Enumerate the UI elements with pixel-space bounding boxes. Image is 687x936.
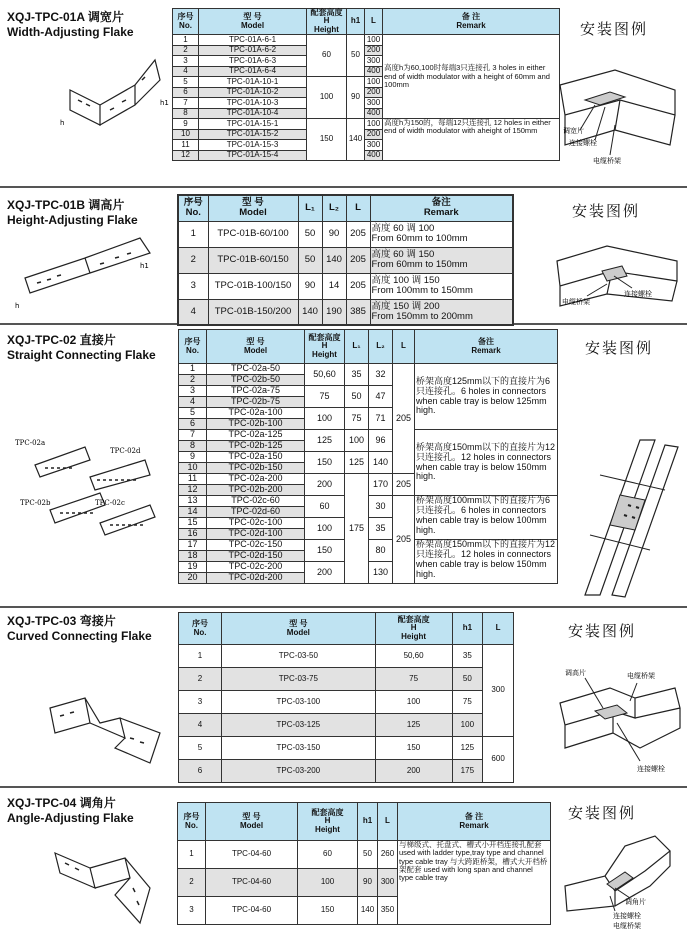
table-cell: 205: [346, 221, 370, 247]
table-row: [179, 540, 558, 551]
table-header-cell: 序号 No.: [179, 613, 222, 645]
svg-text:h1: h1: [140, 262, 149, 270]
table-cell: 385: [346, 299, 370, 325]
table-cell: 1: [179, 364, 207, 375]
spec-table: [178, 329, 558, 584]
table-cell: 600: [483, 737, 514, 783]
table-cell: 14: [322, 273, 346, 299]
table-cell: 100: [365, 35, 383, 46]
table-cell: 3: [173, 56, 199, 67]
section-title: [7, 333, 156, 363]
table-cell: TPC-04-60: [206, 897, 298, 925]
table-cell: TPC-03-200: [222, 760, 376, 783]
table-cell: 50: [345, 386, 369, 408]
install-heading: 安装图例: [568, 804, 637, 822]
table-cell: 100: [298, 869, 358, 897]
svg-text:调角片: 调角片: [625, 898, 646, 906]
product-name-zh: 直接片: [79, 333, 116, 347]
svg-text:调宽片: 调宽片: [563, 127, 584, 135]
table-cell: 150: [375, 737, 452, 760]
table-header-cell: L: [365, 9, 383, 35]
table-cell: 75: [305, 386, 345, 408]
install-drawing: [570, 435, 682, 600]
install-drawing: [555, 653, 683, 783]
section-title: [7, 10, 134, 40]
table-header-cell: 型 号 Model: [222, 613, 376, 645]
table-cell: 50: [298, 221, 322, 247]
table-cell: 90: [358, 869, 378, 897]
table-cell: TPC-02a-150: [207, 452, 305, 463]
svg-text:TPC-02a: TPC-02a: [15, 439, 46, 447]
table-cell: 3: [178, 273, 208, 299]
table-row: [173, 35, 560, 46]
table-cell: 140: [358, 897, 378, 925]
table-cell: 150: [298, 897, 358, 925]
table-cell: 150: [305, 452, 345, 474]
table-cell: 140: [369, 452, 393, 474]
table-cell: 100: [452, 714, 483, 737]
table-header-cell: 序号 No.: [178, 195, 208, 221]
table-cell: 125: [345, 452, 369, 474]
table-cell: 400: [365, 108, 383, 119]
table-row: [179, 760, 514, 783]
spec-table: [172, 8, 560, 161]
table-cell: 140: [322, 247, 346, 273]
section-title: [7, 796, 134, 826]
table-cell: 90: [298, 273, 322, 299]
table-header-cell: h1: [452, 613, 483, 645]
table-header-cell: 备注 Remark: [370, 195, 513, 221]
table-cell: 140: [298, 299, 322, 325]
table-row: [173, 9, 560, 35]
table-cell: 100: [345, 430, 369, 452]
table-cell: 35: [345, 364, 369, 386]
table-header-cell: h1: [347, 9, 365, 35]
table-cell: 90: [347, 77, 365, 119]
section-curved-connecting: [0, 608, 687, 788]
table-cell: TPC-02c-150: [207, 540, 305, 551]
table-cell: TPC-04-60: [206, 841, 298, 869]
table-cell: 71: [369, 408, 393, 430]
table-cell: TPC-02a-75: [207, 386, 305, 397]
install-drawing: [555, 826, 683, 934]
table-cell: TPC-01A-15-1: [199, 119, 307, 130]
table-cell: TPC-01B-150/200: [208, 299, 298, 325]
spec-table: [177, 194, 514, 326]
table-cell: 75: [452, 691, 483, 714]
table-cell: 35: [369, 518, 393, 540]
table-cell: 125: [305, 430, 345, 452]
table-cell: 175: [452, 760, 483, 783]
table-cell: 与梯级式、托盘式、槽式小开档连接孔配套 used with ladder type,tray type and channel type cable tray 与大跨距桥架，槽式大开档桥架配套 used with long span and channel type cable tray: [398, 841, 551, 925]
table-cell: TPC-02b-200: [207, 485, 305, 496]
table-cell: TPC-02a-125: [207, 430, 305, 441]
svg-text:h: h: [60, 119, 65, 127]
table-cell: 50: [358, 841, 378, 869]
table-cell: 8: [173, 108, 199, 119]
table-header-cell: 备 注 Remark: [383, 9, 560, 35]
table-cell: 17: [179, 540, 207, 551]
table-cell: 205: [393, 364, 415, 474]
table-cell: 35: [452, 645, 483, 668]
flake-drawing: [15, 228, 155, 313]
product-code: XQJ-TPC-04: [7, 796, 77, 810]
table-cell: TPC-03-100: [222, 691, 376, 714]
table-cell: 2: [179, 375, 207, 386]
table-cell: 桥架高度150mm以下的直接片为12只连接孔。12 holes in connectors when cable tray is below 150mm high.: [415, 540, 558, 584]
table-cell: 100: [305, 408, 345, 430]
install-heading: 安装图例: [568, 622, 637, 640]
table-cell: 7: [173, 98, 199, 109]
table-cell: 100: [307, 77, 347, 119]
table-cell: 桥架高度100mm以下的直接片为6只连接孔。6 holes in connectors when cable tray is below 100mm high.: [415, 496, 558, 540]
table-cell: 200: [305, 562, 345, 584]
table-cell: 6: [173, 87, 199, 98]
table-cell: 12: [173, 150, 199, 161]
table-cell: TPC-02c-200: [207, 562, 305, 573]
product-name-zh: 弯接片: [79, 614, 116, 628]
table-header-cell: L₂: [369, 330, 393, 364]
svg-text:连接螺栓: 连接螺栓: [613, 912, 641, 920]
table-cell: TPC-03-50: [222, 645, 376, 668]
table-cell: TPC-01A-6-2: [199, 45, 307, 56]
table-cell: 350: [378, 897, 398, 925]
table-header-cell: 序号 No.: [179, 330, 207, 364]
table-cell: 11: [173, 140, 199, 151]
table-header-cell: L: [483, 613, 514, 645]
table-cell: 100: [365, 77, 383, 88]
svg-text:TPC-02c: TPC-02c: [95, 499, 125, 507]
table-cell: TPC-02b-150: [207, 463, 305, 474]
table-row: [179, 364, 558, 375]
product-name-zh: 调高片: [88, 198, 125, 212]
svg-text:连接螺栓: 连接螺栓: [624, 290, 652, 298]
flake-drawing: [45, 833, 165, 933]
table-header-cell: 序号 No.: [178, 803, 206, 841]
table-header-cell: L₂: [322, 195, 346, 221]
table-cell: TPC-04-60: [206, 869, 298, 897]
table-cell: 6: [179, 419, 207, 430]
table-cell: 高度h为60,100时每端3只连接孔 3 holes in either end of width modulator with a height of 60mm and 100mm: [383, 35, 560, 119]
table-cell: 18: [179, 551, 207, 562]
table-cell: 5: [179, 737, 222, 760]
table-cell: 60: [298, 841, 358, 869]
table-row: [178, 273, 513, 299]
install-heading: 安装图例: [585, 339, 654, 357]
table-cell: 125: [452, 737, 483, 760]
table-cell: 300: [483, 645, 514, 737]
table-cell: 4: [178, 299, 208, 325]
table-cell: 5: [173, 77, 199, 88]
table-cell: TPC-02a-200: [207, 474, 305, 485]
table-cell: 30: [369, 496, 393, 518]
table-cell: 高度h为150的，每端12只连接孔 12 holes in either end of width modulator with aheight of 150mm: [383, 119, 560, 161]
svg-text:电缆桥架: 电缆桥架: [562, 298, 590, 306]
table-cell: TPC-03-75: [222, 668, 376, 691]
table-cell: 200: [365, 129, 383, 140]
section-title: [7, 614, 152, 644]
table-cell: 205: [393, 474, 415, 496]
table-header-cell: 配套高度 H Height: [305, 330, 345, 364]
table-cell: 170: [369, 474, 393, 496]
table-row: [178, 841, 551, 869]
table-header-cell: h1: [358, 803, 378, 841]
table-header-cell: 配套高度 H Height: [375, 613, 452, 645]
table-header-cell: 备 注 Remark: [398, 803, 551, 841]
table-row: [179, 430, 558, 441]
table-cell: 10: [173, 129, 199, 140]
svg-text:连接螺栓: 连接螺栓: [637, 765, 665, 773]
table-cell: 205: [346, 247, 370, 273]
table-cell: 高度 60 调 150 From 60mm to 150mm: [370, 247, 513, 273]
table-cell: 50,60: [305, 364, 345, 386]
table-cell: 3: [179, 386, 207, 397]
product-code: XQJ-TPC-02: [7, 333, 77, 347]
table-header-cell: L: [378, 803, 398, 841]
table-cell: TPC-02d-150: [207, 551, 305, 562]
table-cell: 2: [178, 869, 206, 897]
table-cell: 高度 100 调 150 From 100mm to 150mm: [370, 273, 513, 299]
flake-drawing: [40, 668, 170, 778]
table-cell: 300: [365, 56, 383, 67]
table-header-cell: L: [346, 195, 370, 221]
table-cell: 4: [179, 714, 222, 737]
table-header-cell: 型 号 Model: [206, 803, 298, 841]
table-cell: TPC-02a-50: [207, 364, 305, 375]
product-name-zh: 调角片: [79, 796, 116, 810]
table-cell: 50: [347, 35, 365, 77]
table-cell: 150: [307, 119, 347, 161]
table-cell: TPC-03-150: [222, 737, 376, 760]
table-cell: 2: [178, 247, 208, 273]
table-cell: 3: [179, 691, 222, 714]
table-cell: 桥架高度125mm以下的直接片为6只连接孔。6 holes in connectors when cable tray is below 125mm high.: [415, 364, 558, 430]
svg-text:电缆桥架: 电缆桥架: [613, 922, 641, 930]
table-cell: TPC-02c-100: [207, 518, 305, 529]
table-cell: 200: [365, 45, 383, 56]
install-drawing: [552, 226, 682, 321]
table-cell: 1: [179, 645, 222, 668]
table-cell: 400: [365, 150, 383, 161]
svg-text:h: h: [15, 302, 20, 310]
table-row: [179, 737, 514, 760]
table-header-cell: 型 号 Model: [199, 9, 307, 35]
table-cell: 5: [179, 408, 207, 419]
table-cell: TPC-01B-60/150: [208, 247, 298, 273]
table-header-cell: L: [393, 330, 415, 364]
product-name-en: Straight Connecting Flake: [7, 348, 156, 362]
table-cell: 高度 60 调 100 From 60mm to 100mm: [370, 221, 513, 247]
table-header-cell: 型 号 Model: [207, 330, 305, 364]
product-code: XQJ-TPC-03: [7, 614, 77, 628]
table-cell: TPC-02d-60: [207, 507, 305, 518]
table-cell: 60: [305, 496, 345, 518]
table-cell: TPC-01A-10-2: [199, 87, 307, 98]
table-cell: TPC-01A-10-1: [199, 77, 307, 88]
table-cell: 90: [322, 221, 346, 247]
table-cell: 50,60: [375, 645, 452, 668]
table-cell: 3: [178, 897, 206, 925]
svg-text:h1: h1: [160, 99, 169, 107]
table-cell: 175: [345, 474, 369, 584]
table-cell: 300: [365, 98, 383, 109]
table-cell: 200: [365, 87, 383, 98]
table-cell: 9: [173, 119, 199, 130]
table-cell: 11: [179, 474, 207, 485]
install-heading: 安装图例: [572, 202, 641, 220]
svg-text:调高片: 调高片: [565, 669, 586, 677]
table-header-cell: 配套高度 H Height: [307, 9, 347, 35]
svg-text:TPC-02d: TPC-02d: [110, 447, 141, 455]
table-row: [179, 668, 514, 691]
table-header-cell: 型 号 Model: [208, 195, 298, 221]
table-cell: 7: [179, 430, 207, 441]
product-name-en: Angle-Adjusting Flake: [7, 811, 134, 825]
section-height-adjusting: [0, 188, 687, 325]
product-code: XQJ-TPC-01A: [7, 10, 85, 24]
section-straight-connecting: [0, 325, 687, 608]
table-cell: TPC-01A-10-4: [199, 108, 307, 119]
section-angle-adjusting: [0, 788, 687, 936]
table-row: [179, 496, 558, 507]
svg-text:电缆桥架: 电缆桥架: [627, 672, 655, 680]
table-cell: 300: [365, 140, 383, 151]
table-cell: TPC-01A-6-3: [199, 56, 307, 67]
svg-text:连接螺栓: 连接螺栓: [569, 139, 597, 147]
table-cell: 6: [179, 760, 222, 783]
table-cell: 75: [345, 408, 369, 430]
table-cell: 高度 150 调 200 From 150mm to 200mm: [370, 299, 513, 325]
table-cell: TPC-01A-6-1: [199, 35, 307, 46]
section-title: [7, 198, 138, 228]
table-cell: TPC-01A-10-3: [199, 98, 307, 109]
product-name-en: Curved Connecting Flake: [7, 629, 152, 643]
table-cell: 50: [452, 668, 483, 691]
table-cell: 300: [378, 869, 398, 897]
table-cell: TPC-02b-100: [207, 419, 305, 430]
table-row: [179, 714, 514, 737]
table-cell: TPC-01B-60/100: [208, 221, 298, 247]
table-cell: 14: [179, 507, 207, 518]
table-cell: 10: [179, 463, 207, 474]
flake-drawing: [60, 50, 170, 135]
table-cell: 96: [369, 430, 393, 452]
table-cell: 4: [179, 397, 207, 408]
table-row: [179, 613, 514, 645]
table-cell: 19: [179, 562, 207, 573]
product-code: XQJ-TPC-01B: [7, 198, 86, 212]
table-row: [179, 645, 514, 668]
table-row: [178, 195, 513, 221]
table-cell: 1: [178, 841, 206, 869]
install-drawing: [555, 45, 683, 180]
table-cell: TPC-02b-125: [207, 441, 305, 452]
table-cell: 205: [346, 273, 370, 299]
product-name-en: Height-Adjusting Flake: [7, 213, 138, 227]
table-cell: 1: [173, 35, 199, 46]
table-cell: 桥架高度150mm以下的直接片为12只连接孔。12 holes in connectors when cable tray is below 150mm high.: [415, 430, 558, 496]
table-cell: TPC-01A-6-4: [199, 66, 307, 77]
product-name-en: Width-Adjusting Flake: [7, 25, 134, 39]
section-width-adjusting: [0, 0, 687, 188]
table-cell: 200: [375, 760, 452, 783]
spec-table: [178, 612, 514, 783]
product-name-zh: 调宽片: [87, 10, 124, 24]
table-cell: 15: [179, 518, 207, 529]
table-row: [178, 803, 551, 841]
table-cell: 190: [322, 299, 346, 325]
table-cell: 4: [173, 66, 199, 77]
table-cell: TPC-02d-200: [207, 573, 305, 584]
table-cell: 2: [179, 668, 222, 691]
table-cell: 140: [347, 119, 365, 161]
table-row: [178, 221, 513, 247]
table-cell: TPC-02d-100: [207, 529, 305, 540]
table-row: [178, 247, 513, 273]
table-cell: 100: [365, 119, 383, 130]
table-cell: 400: [365, 66, 383, 77]
table-cell: 32: [369, 364, 393, 386]
svg-text:电缆桥架: 电缆桥架: [593, 157, 621, 165]
table-cell: 75: [375, 668, 452, 691]
table-cell: 1: [178, 221, 208, 247]
table-cell: 12: [179, 485, 207, 496]
table-cell: 200: [305, 474, 345, 496]
table-header-cell: 备注 Remark: [415, 330, 558, 364]
table-cell: TPC-02b-75: [207, 397, 305, 408]
table-cell: 130: [369, 562, 393, 584]
flake-drawing: [15, 435, 165, 545]
table-cell: 16: [179, 529, 207, 540]
table-cell: 9: [179, 452, 207, 463]
table-row: [173, 119, 560, 130]
table-cell: TPC-01A-15-3: [199, 140, 307, 151]
table-cell: 205: [393, 496, 415, 584]
table-cell: TPC-01A-15-4: [199, 150, 307, 161]
table-header-cell: L₁: [298, 195, 322, 221]
table-cell: 2: [173, 45, 199, 56]
table-cell: 20: [179, 573, 207, 584]
svg-text:TPC-02b: TPC-02b: [20, 499, 51, 507]
table-cell: TPC-01A-15-2: [199, 129, 307, 140]
table-cell: 8: [179, 441, 207, 452]
table-row: [178, 299, 513, 325]
install-heading: 安装图例: [580, 20, 649, 38]
table-row: [179, 330, 558, 364]
table-cell: 60: [307, 35, 347, 77]
table-cell: 13: [179, 496, 207, 507]
table-cell: 47: [369, 386, 393, 408]
table-cell: 260: [378, 841, 398, 869]
table-cell: 50: [298, 247, 322, 273]
table-cell: 150: [305, 540, 345, 562]
table-cell: 100: [305, 518, 345, 540]
table-cell: 100: [375, 691, 452, 714]
table-cell: 80: [369, 540, 393, 562]
table-cell: TPC-01B-100/150: [208, 273, 298, 299]
table-header-cell: 序号 No.: [173, 9, 199, 35]
table-cell: 125: [375, 714, 452, 737]
table-cell: TPC-02c-60: [207, 496, 305, 507]
table-header-cell: L₁: [345, 330, 369, 364]
table-row: [179, 691, 514, 714]
table-cell: TPC-02b-50: [207, 375, 305, 386]
table-cell: TPC-03-125: [222, 714, 376, 737]
spec-table: [177, 802, 551, 925]
table-header-cell: 配套高度 H Height: [298, 803, 358, 841]
table-cell: TPC-02a-100: [207, 408, 305, 419]
